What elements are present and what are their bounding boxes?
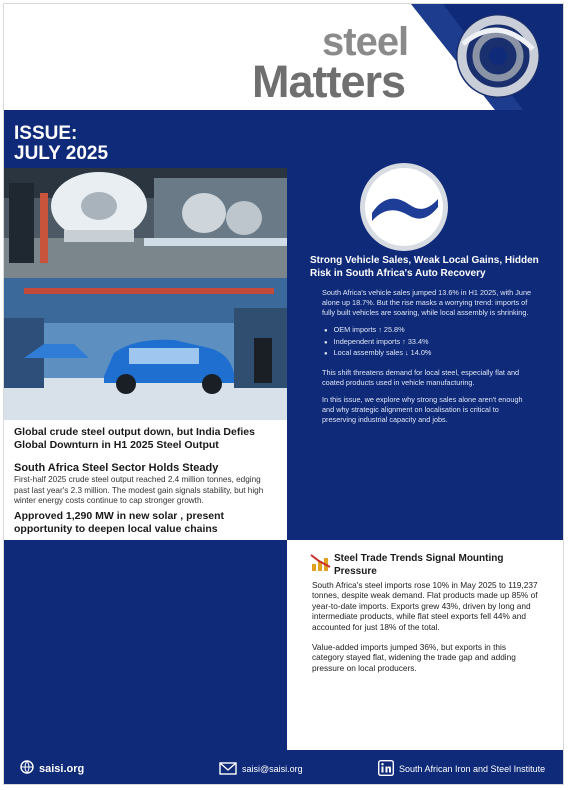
- footer-linkedin-text: South African Iron and Steel Institute: [399, 764, 546, 774]
- list-item: ● OEM imports ↑ 25.8%: [324, 325, 542, 337]
- globe-icon: [20, 760, 34, 777]
- auto-article-intro: South Africa's vehicle sales jumped 13.6% in H1 2025, with June alone up 18.7%. But the rise masks a worrying trend: imports of fully built vehicles are soaring, while local assembly is shrinking.: [322, 288, 532, 317]
- sa-steel-title: South Africa Steel Sector Holds Steady: [14, 462, 219, 474]
- auto-article-para2: This shift threatens demand for local steel, especially flat and coated products used in vehicle manufacturing.: [322, 367, 520, 387]
- trade-body: [312, 580, 538, 673]
- trade-para1: South Africa's steel imports rose 10% in May 2025 to 119,237 tonnes, despite weak demand. Flat products made up 85% of year-to-date imports. Exports grew 43%, driven by long and intermediate products, while flat steel exports fell 44% and accounted for just 18% of the total.: [312, 580, 538, 632]
- logo-steel-text: steel: [322, 20, 409, 64]
- lower-navy-block: [4, 540, 287, 750]
- mail-icon: [219, 760, 237, 778]
- issue-line1: ISSUE:: [14, 123, 78, 144]
- global-steel-headline: Global crude steel output down, but India Defies Global Downturn in H1 2025 Steel Output: [14, 426, 255, 451]
- auto-stats-list: [310, 325, 542, 360]
- auto-article-para3: In this issue, we explore why strong sales alone aren't enough and why strategic alignment on localisation is critical to preserving industrial capacity and jobs.: [322, 395, 523, 425]
- issue-label: [14, 124, 108, 164]
- footer-email-link[interactable]: [219, 760, 303, 778]
- logo-matters-text: Matters: [252, 56, 406, 107]
- auto-article-title: Strong Vehicle Sales, Weak Local Gains, Hidden Risk in South Africa's Auto Recovery: [310, 255, 539, 279]
- trade-title: Steel Trade Trends Signal Mounting Pressure: [334, 553, 504, 577]
- footer-email-text: saisi@saisi.org: [242, 764, 303, 774]
- list-item: ● Local assembly sales ↓ 14.0%: [324, 348, 542, 360]
- steel-coils-photo: [4, 168, 287, 278]
- newsletter-frame: [3, 3, 564, 785]
- saisi-emblem-icon: [358, 161, 450, 253]
- trade-para2: Value-added imports jumped 36%, but exports in this category stayed flat, widening the trade gap and adding pressure on local producers.: [312, 642, 516, 673]
- list-item: ● Independent imports ↑ 33.4%: [324, 337, 542, 349]
- car-assembly-photo: [4, 278, 287, 420]
- linkedin-icon: [378, 760, 394, 778]
- solar-headline: Approved 1,290 MW in new solar , present opportunity to deepen local value chains: [14, 509, 225, 535]
- left-stories-panel: [4, 420, 287, 540]
- footer: [4, 750, 564, 785]
- footer-website-text: saisi.org: [39, 762, 85, 775]
- footer-linkedin-link[interactable]: [378, 760, 545, 778]
- trend-chart-icon: [310, 552, 332, 572]
- sa-steel-body: First-half 2025 crude steel output reached 2.4 million tonnes, edging past last year's 2.3 million. The modest gain signals stability, but high winter energy costs continue to cap stronger growth.: [14, 475, 264, 505]
- footer-website-link[interactable]: [20, 760, 84, 777]
- issue-line2: JULY 2025: [14, 143, 109, 164]
- auto-recovery-article: [310, 254, 542, 425]
